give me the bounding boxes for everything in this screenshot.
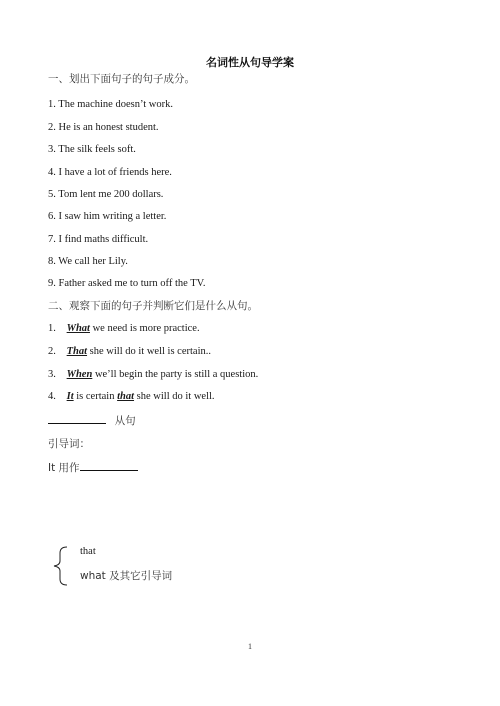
keyword-that: That [66, 346, 88, 357]
sentence-rest: we need is more practice. [89, 323, 200, 334]
guide-word-label: 引导词： [48, 438, 90, 450]
left-brace-icon [52, 546, 72, 586]
keyword-that: that [117, 391, 135, 402]
document-title: 名词性从句导学案 [206, 56, 294, 69]
clause-sentence-1 [48, 322, 200, 336]
keyword-when: When [66, 369, 93, 380]
sentence-rest: she will do it well is certain.. [87, 346, 211, 357]
item-number: 1. [48, 323, 56, 334]
clause-sentence-4 [48, 390, 215, 404]
sentence-5: 5. Tom lent me 200 dollars. [48, 189, 164, 200]
brace-item-that: that [80, 546, 96, 557]
it-usage-label: It 用作 [48, 462, 80, 474]
sentence-9: 9. Father asked me to turn off the TV. [48, 278, 206, 289]
sentence-mid: is certain [73, 391, 118, 402]
keyword-what: What [66, 323, 90, 334]
sentence-rest: she will do it well. [134, 391, 215, 402]
sentence-3: 3. The silk feels soft. [48, 144, 136, 155]
clause-type-line [48, 412, 136, 429]
item-number: 2. [48, 346, 56, 357]
clause-sentence-3 [48, 368, 258, 382]
clause-label: 从句 [114, 415, 136, 427]
sentence-rest: we’ll begin the party is still a question. [92, 369, 259, 380]
sentence-1: 1. The machine doesn’t work. [48, 99, 174, 110]
item-number: 4. [48, 391, 56, 402]
sentence-7: 7. I find maths difficult. [48, 234, 149, 245]
keyword-it: It [66, 391, 74, 402]
clause-type-blank[interactable] [48, 412, 106, 424]
brace-item-what: what 及其它引导词 [80, 570, 173, 582]
section1-heading: 一、划出下面句子的句子成分。 [48, 73, 195, 85]
page-number: 1 [248, 642, 252, 651]
sentence-6: 6. I saw him writing a letter. [48, 211, 167, 222]
sentence-2: 2. He is an honest student. [48, 122, 159, 133]
sentence-8: 8. We call her Lily. [48, 256, 128, 267]
clause-sentence-2 [48, 345, 211, 359]
section2-heading: 二、观察下面的句子并判断它们是什么从句。 [48, 300, 258, 312]
sentence-4: 4. I have a lot of friends here. [48, 167, 172, 178]
it-usage-line [48, 459, 138, 476]
item-number: 3. [48, 369, 56, 380]
it-usage-blank[interactable] [80, 459, 138, 471]
